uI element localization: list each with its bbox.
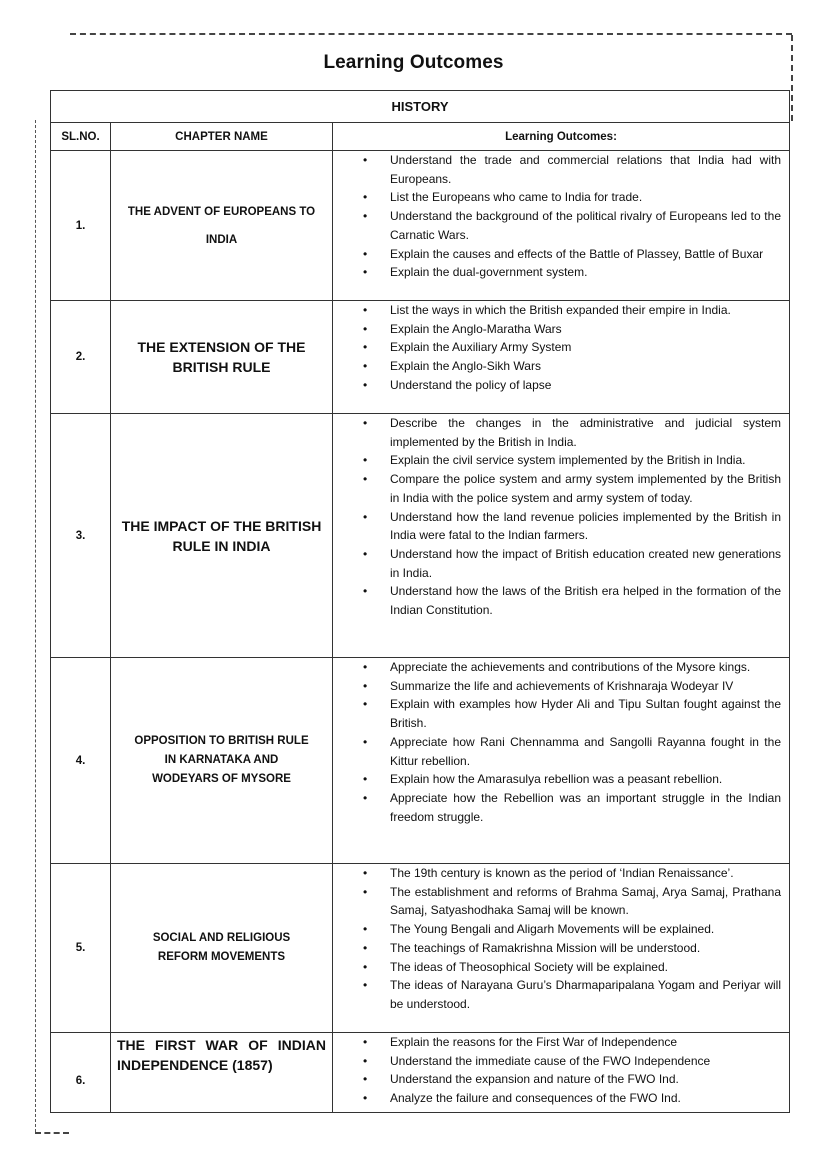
bullet-icon: • [363,153,368,167]
outcome-item [333,263,789,282]
chapter-name-line: THE EXTENSION OF THE [137,339,306,355]
outcome-text: Understand the trade and commercial relations that India had with Europeans. [390,153,781,186]
bullet-icon: • [363,416,368,430]
bullet-icon: • [363,340,368,355]
outcome-text: The establishment and reforms of Brahma Samaj, Arya Samaj, Prathana Samaj, Satyashodhaka Samaj will be known. [390,884,781,918]
outcome-item [333,770,789,789]
outcome-item [333,920,789,939]
row-sl-number: 6. [51,1033,111,1113]
outcome-item [333,939,789,958]
outcome-item [333,207,789,244]
outcome-text: Understand the immediate cause of the FWO Independence [390,1053,711,1068]
row-sl-number: 5. [51,864,111,1033]
chapter-name-line: OPPOSITION TO BRITISH RULE [134,735,309,747]
outcome-item [333,677,789,696]
bullet-icon: • [363,584,368,599]
outcome-text: Appreciate how the Rebellion was an important struggle in the Indian freedom struggle. [390,790,781,824]
chapter-name-line: RULE IN INDIA [172,537,271,554]
outcomes-list [333,301,789,395]
table-row [51,301,790,414]
outcomes-list [333,658,789,826]
outcome-item [333,1052,789,1071]
chapter-name-line: INDIA [205,233,238,246]
outcome-item [333,976,789,1013]
bullet-icon: • [363,660,368,674]
outcome-text: Explain the dual-government system. [390,265,588,280]
bullet-icon: • [363,546,368,561]
bullet-icon: • [363,1091,368,1106]
outcomes-cell [333,1033,790,1113]
outcome-text: Explain the causes and effects of the Battle of Plassey, Battle of Buxar [390,246,764,261]
bullet-icon: • [363,190,368,205]
outcome-text: Appreciate the achievements and contributions of the Mysore kings. [390,660,751,674]
header-row [51,123,790,151]
outcome-item [333,451,789,470]
outcome-text: Explain the Auxiliary Army System [390,340,572,355]
page-frame-left-dashes [35,120,36,1132]
outcome-item [333,151,789,188]
bullet-icon: • [363,453,368,468]
bullet-icon: • [363,1072,368,1087]
outcome-text: Understand how the laws of the British era helped in the formation of the Indian Constitution. [390,584,781,618]
bullet-icon: • [363,734,368,749]
outcome-item [333,864,789,883]
outcome-item [333,1089,789,1108]
outcome-text: Understand the policy of lapse [390,377,552,392]
chapter-name-line: THE ADVENT OF EUROPEANS TO [127,205,316,218]
outcomes-cell [333,151,790,301]
page-frame-right-dashes [791,35,793,121]
table-row [51,658,790,864]
chapter-name-line: BRITISH RULE [172,359,271,375]
outcome-text: Understand the expansion and nature of the FWO Ind. [390,1072,679,1087]
header-chapter-name: CHAPTER NAME [111,123,333,151]
outcome-text: The Young Bengali and Aligarh Movements will be explained. [390,922,715,937]
bullet-icon: • [363,772,368,787]
chapter-name-cell [111,1033,333,1113]
page-frame-bottom-dashes [35,1132,69,1134]
bullet-icon: • [363,1035,368,1049]
outcome-text: Analyze the failure and consequences of the FWO Ind. [390,1091,681,1106]
outcome-text: The 19th century is known as the period of ‘Indian Renaissance’. [390,866,734,880]
chapter-name-cell [111,864,333,1033]
chapter-name-line: THE IMPACT OF THE BRITISH [121,517,322,534]
outcome-text: Summarize the life and achievements of Krishnaraja Wodeyar IV [390,678,734,693]
outcome-item [333,301,789,320]
chapter-name-cell [111,151,333,301]
chapter-name-line: THE FIRST WAR OF INDIAN INDEPENDENCE (1857) [117,1037,326,1073]
outcome-item [333,188,789,207]
outcomes-cell [333,864,790,1033]
row-sl-number: 1. [51,151,111,301]
outcome-text: Explain the civil service system implemented by the British in India. [390,453,746,468]
outcome-text: Explain how the Amarasulya rebellion was a peasant rebellion. [390,772,723,787]
page-frame-top-dashes [70,33,792,35]
table-row [51,1033,790,1113]
outcomes-list [333,151,789,282]
bullet-icon: • [363,678,368,693]
bullet-icon: • [363,697,368,712]
bullet-icon: • [363,959,368,974]
row-sl-number: 3. [51,414,111,658]
table-row [51,151,790,301]
learning-outcomes-table [50,90,790,1113]
outcome-text: Appreciate how Rani Chennamma and Sangolli Rayanna fought in the Kittur rebellion. [390,734,781,768]
outcomes-list [333,1033,789,1108]
bullet-icon: • [363,790,368,805]
bullet-icon: • [363,303,368,317]
header-learning-outcomes: Learning Outcomes: [333,123,790,151]
chapter-name-cell [111,301,333,414]
bullet-icon: • [363,866,368,880]
bullet-icon: • [363,265,368,280]
outcome-text: The ideas of Theosophical Society will be explained. [390,959,668,974]
outcome-item [333,658,789,677]
outcome-item [333,320,789,339]
header-sl-no: SL.NO. [51,123,111,151]
chapter-name-cell [111,658,333,864]
bullet-icon: • [363,209,368,224]
outcomes-cell [333,414,790,658]
bullet-icon: • [363,321,368,336]
subject-heading: HISTORY [51,91,790,123]
outcome-item [333,695,789,732]
outcome-text: Understand how the land revenue policies implemented by the British in India were fatal to the Indian farmers. [390,509,781,543]
page-title: Learning Outcomes [323,52,504,73]
outcome-item [333,338,789,357]
outcome-text: The ideas of Narayana Guru’s Dharmaparipalana Yogam and Periyar will be understood. [390,978,781,1011]
outcome-item [333,376,789,395]
outcome-item [333,789,789,826]
outcome-item [333,545,789,582]
outcome-item [333,470,789,507]
bullet-icon: • [363,884,368,899]
outcome-text: Compare the police system and army system implemented by the British in India with the police system and army system of today. [390,472,781,505]
bullet-icon: • [363,922,368,937]
bullet-icon: • [363,940,368,955]
table-row [51,864,790,1033]
outcome-text: Explain the Anglo-Maratha Wars [390,321,562,336]
outcomes-list [333,864,789,1014]
table-row [51,414,790,658]
outcome-item [333,414,789,451]
outcome-text: Understand the background of the political rivalry of Europeans led to the Carnatic Wars. [390,209,781,242]
outcome-item [333,1033,789,1052]
outcome-item [333,883,789,920]
outcome-item [333,733,789,770]
outcome-item [333,357,789,376]
bullet-icon: • [363,509,368,524]
outcome-text: List the ways in which the British expanded their empire in India. [390,303,731,317]
chapter-name-line: IN KARNATAKA AND [164,754,279,766]
outcome-item [333,245,789,264]
chapter-name-line: WODEYARS OF MYSORE [152,773,291,785]
outcome-text: Understand how the impact of British education created new generations in India. [390,546,781,580]
outcome-text: Explain with examples how Hyder Ali and Tipu Sultan fought against the British. [390,697,781,731]
outcomes-cell [333,301,790,414]
bullet-icon: • [363,359,368,374]
bullet-icon: • [363,246,368,261]
outcome-item [333,582,789,619]
outcomes-list [333,414,789,620]
bullet-icon: • [363,472,368,487]
outcomes-cell [333,658,790,864]
outcome-text: List the Europeans who came to India for trade. [390,190,643,205]
row-sl-number: 2. [51,301,111,414]
row-sl-number: 4. [51,658,111,864]
subject-row [51,91,790,123]
chapter-name-line: SOCIAL AND RELIGIOUS [152,932,291,944]
chapter-name-line: REFORM MOVEMENTS [157,951,286,963]
outcome-text: Describe the changes in the administrative and judicial system implemented by the British in India. [390,416,781,449]
bullet-icon: • [363,978,368,993]
bullet-icon: • [363,377,368,392]
outcome-text: The teachings of Ramakrishna Mission will be understood. [390,940,701,955]
bullet-icon: • [363,1053,368,1068]
outcome-item [333,508,789,545]
outcome-text: Explain the reasons for the First War of Independence [390,1035,678,1049]
outcome-item [333,958,789,977]
outcome-item [333,1070,789,1089]
outcome-text: Explain the Anglo-Sikh Wars [390,359,541,374]
chapter-name-cell [111,414,333,658]
